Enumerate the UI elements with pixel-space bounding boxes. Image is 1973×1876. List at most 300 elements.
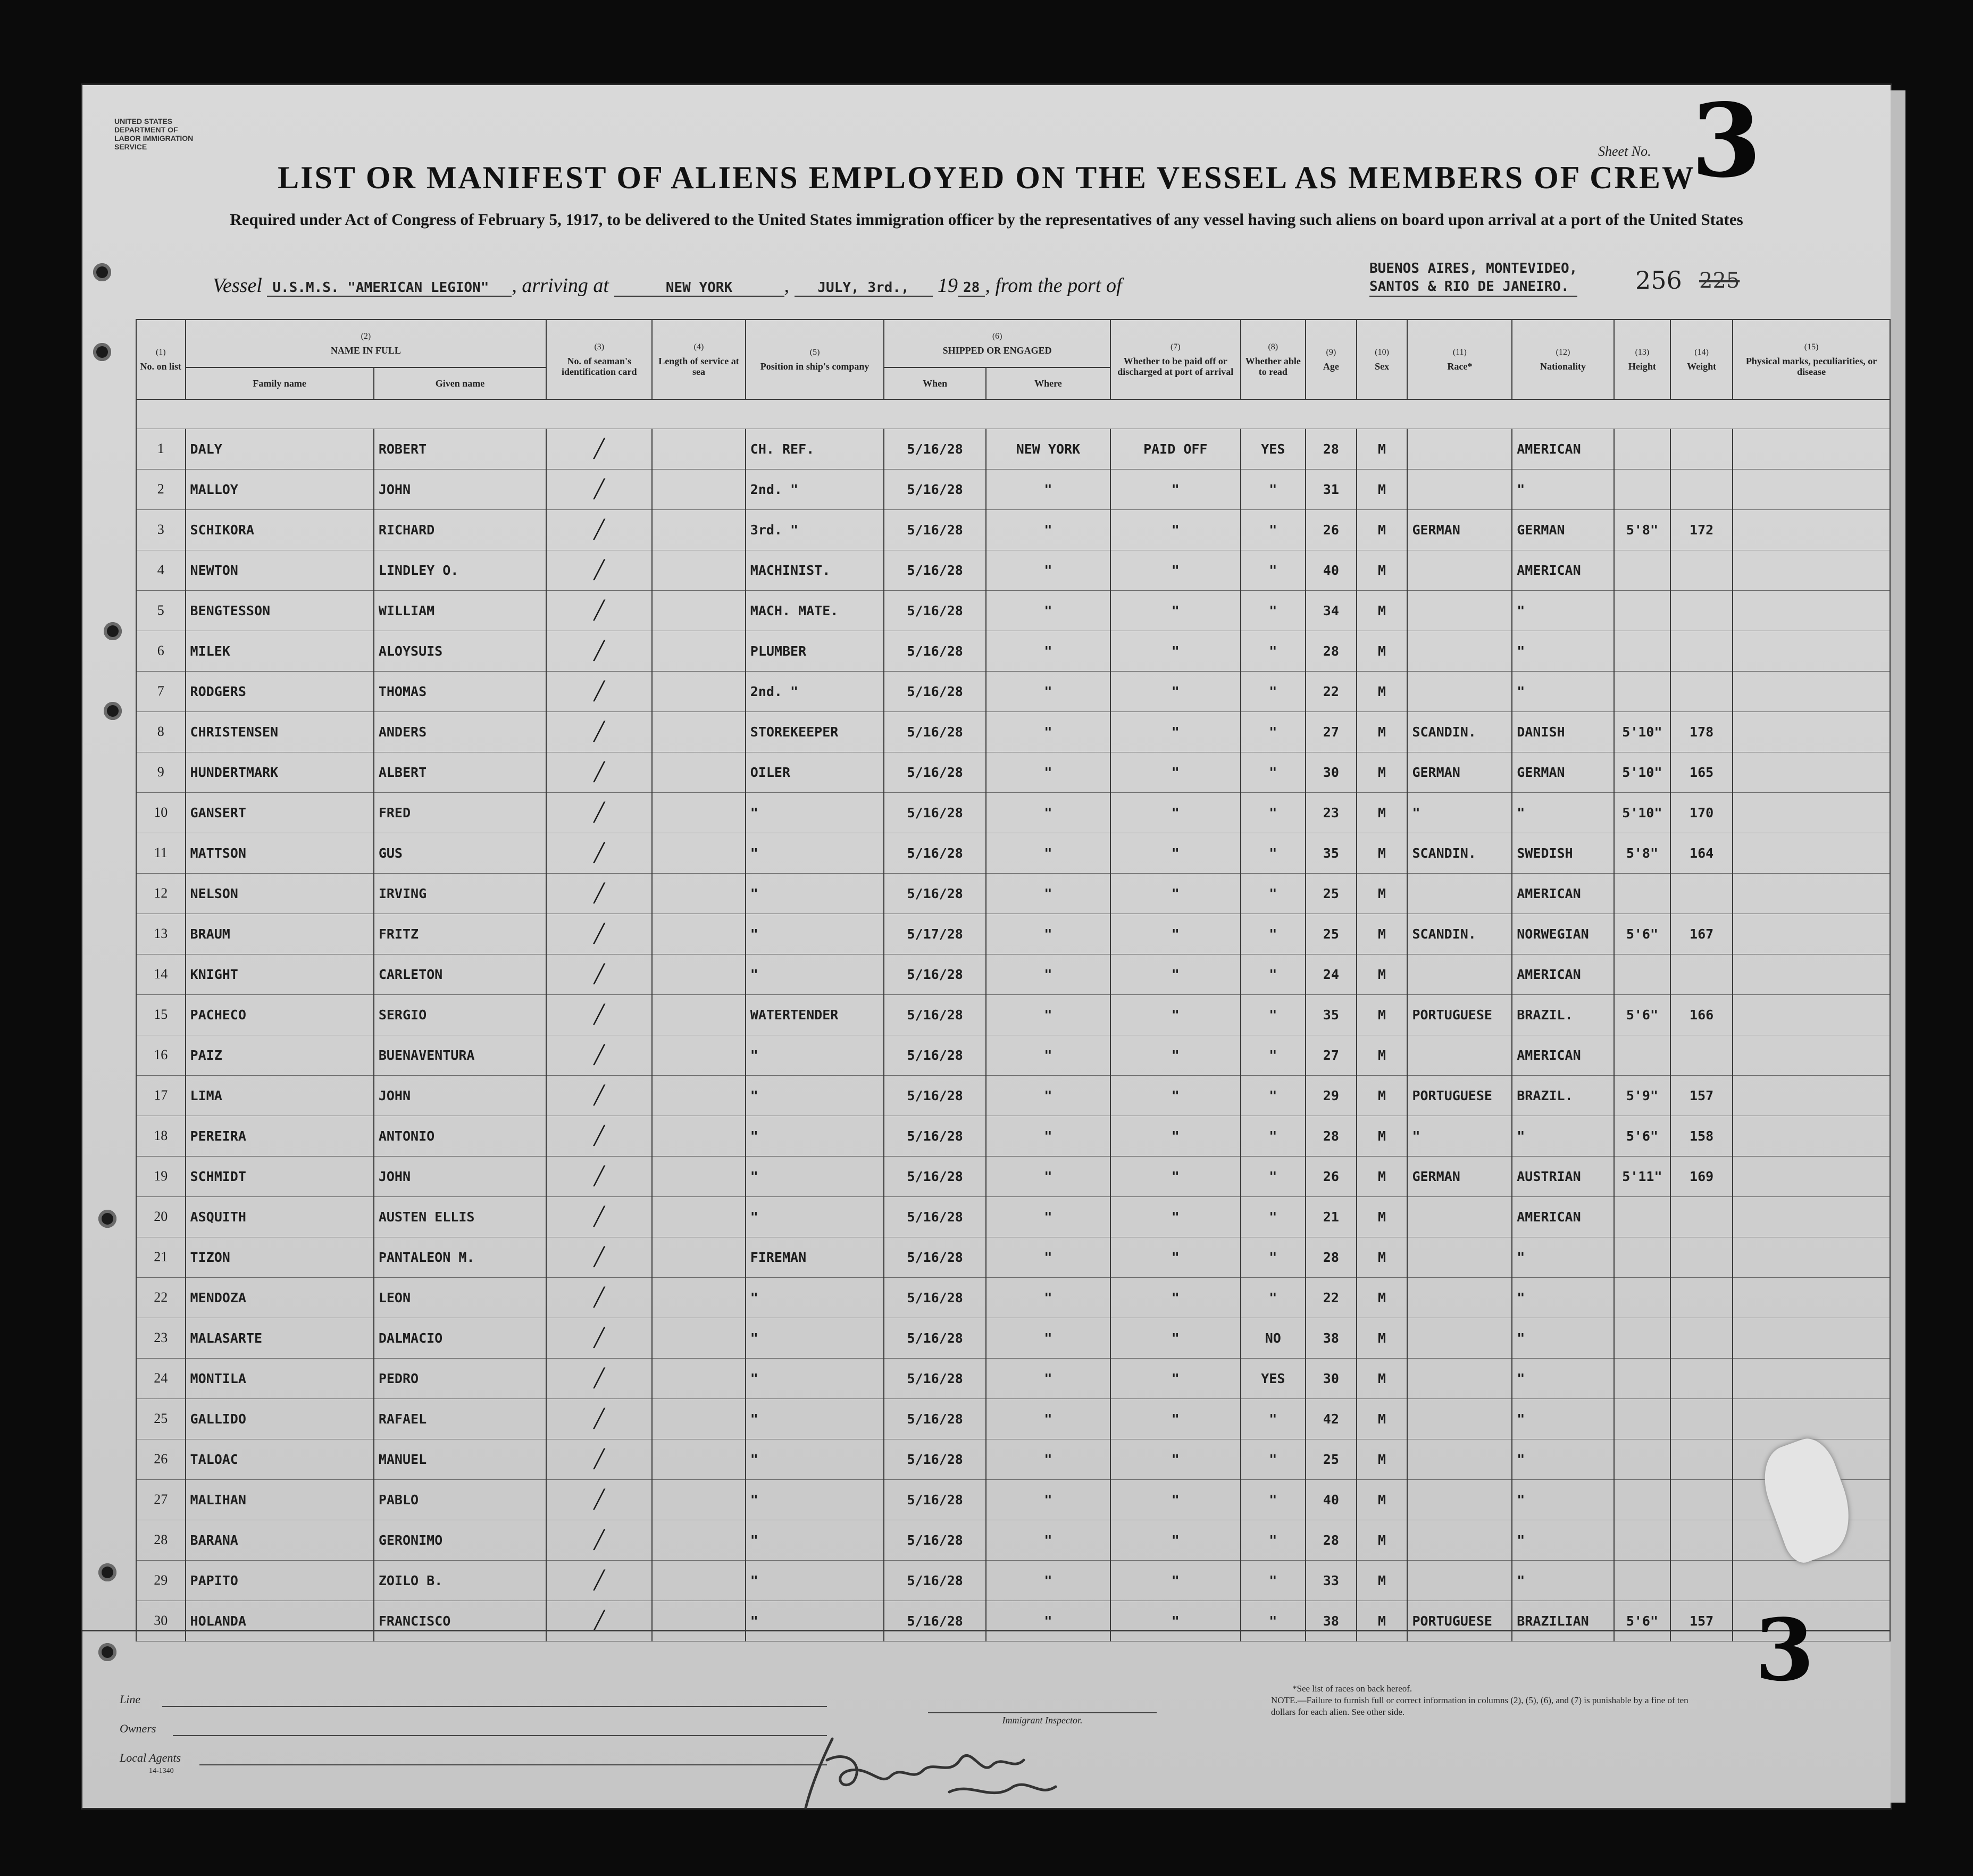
able-to-read-cell: " (1241, 914, 1306, 954)
sex-cell: M (1357, 914, 1408, 954)
nationality-cell: " (1512, 1560, 1613, 1601)
punch-hole (104, 702, 122, 720)
vessel-label: Vessel (213, 274, 262, 297)
sex-cell: M (1357, 429, 1408, 469)
family-name-cell: GANSERT (186, 792, 374, 833)
table-row (136, 590, 1890, 631)
family-name-cell: PAIZ (186, 1035, 374, 1075)
physical-marks-cell (1733, 914, 1890, 954)
weight-cell (1670, 1277, 1733, 1318)
col-no-header: (1) No. on list (136, 320, 186, 399)
shipped-when-cell: 5/16/28 (884, 671, 985, 711)
id-card-check-cell: ╱ (546, 914, 652, 954)
table-row (136, 469, 1890, 509)
position-cell: " (746, 1601, 884, 1641)
table-row (136, 792, 1890, 833)
table-row (136, 914, 1890, 954)
race-cell (1407, 873, 1512, 914)
shipped-where-cell: " (986, 550, 1110, 590)
paid-off-cell: " (1110, 1398, 1241, 1439)
height-cell (1614, 671, 1670, 711)
family-name-cell: MILEK (186, 631, 374, 671)
shipped-when-cell: 5/16/28 (884, 1237, 985, 1277)
able-to-read-cell: " (1241, 1479, 1306, 1520)
weight-cell: 170 (1670, 792, 1733, 833)
given-name-cell: AUSTEN ELLIS (374, 1196, 546, 1237)
col-when-header: When (884, 367, 985, 399)
sex-cell: M (1357, 1398, 1408, 1439)
family-name-cell: MALLOY (186, 469, 374, 509)
age-cell: 40 (1306, 550, 1357, 590)
race-cell (1407, 1318, 1512, 1358)
shipped-where-cell: " (986, 1237, 1110, 1277)
col-weight-header: (14) Weight (1670, 320, 1733, 399)
shipped-when-cell: 5/16/28 (884, 833, 985, 873)
able-to-read-cell: " (1241, 954, 1306, 994)
weight-cell (1670, 469, 1733, 509)
able-to-read-cell: " (1241, 1601, 1306, 1641)
height-cell: 5'11" (1614, 1156, 1670, 1196)
id-card-check-cell: ╱ (546, 671, 652, 711)
given-name-cell: ROBERT (374, 429, 546, 469)
family-name-cell: NELSON (186, 873, 374, 914)
row-number-cell: 4 (136, 550, 186, 590)
length-of-service-cell (652, 1318, 746, 1358)
given-name-cell: GERONIMO (374, 1520, 546, 1560)
family-name-cell: HOLANDA (186, 1601, 374, 1641)
length-of-service-cell (652, 1520, 746, 1560)
position-cell: MACH. MATE. (746, 590, 884, 631)
family-name-cell: PACHECO (186, 994, 374, 1035)
nationality-cell: AMERICAN (1512, 1196, 1613, 1237)
col-id-card-header: (3) No. of seaman's identification card (546, 320, 652, 399)
physical-marks-cell (1733, 631, 1890, 671)
race-note: *See list of races on back hereof. (1292, 1684, 1412, 1694)
id-card-check-cell: ╱ (546, 873, 652, 914)
given-name-cell: IRVING (374, 873, 546, 914)
given-name-cell: FRED (374, 792, 546, 833)
age-cell: 25 (1306, 873, 1357, 914)
family-name-cell: MENDOZA (186, 1277, 374, 1318)
row-number-cell: 22 (136, 1277, 186, 1318)
shipped-where-cell: " (986, 711, 1110, 752)
shipped-when-cell: 5/16/28 (884, 1196, 985, 1237)
col-height-header: (13) Height (1614, 320, 1670, 399)
table-row (136, 631, 1890, 671)
length-of-service-cell (652, 954, 746, 994)
arrival-year: 28 (958, 280, 985, 297)
given-name-cell: GUS (374, 833, 546, 873)
family-name-cell: BARANA (186, 1520, 374, 1560)
able-to-read-cell: " (1241, 711, 1306, 752)
position-cell: " (746, 954, 884, 994)
table-row (136, 1116, 1890, 1156)
table-row (136, 1560, 1890, 1601)
id-card-check-cell: ╱ (546, 833, 652, 873)
weight-cell (1670, 873, 1733, 914)
age-cell: 25 (1306, 914, 1357, 954)
shipped-where-cell: " (986, 1358, 1110, 1398)
physical-marks-cell (1733, 833, 1890, 873)
sex-cell: M (1357, 671, 1408, 711)
weight-cell: 178 (1670, 711, 1733, 752)
sex-cell: M (1357, 711, 1408, 752)
weight-cell: 165 (1670, 752, 1733, 792)
row-number-cell: 27 (136, 1479, 186, 1520)
shipped-where-cell: " (986, 1479, 1110, 1520)
family-name-cell: LIMA (186, 1075, 374, 1116)
table-row (136, 711, 1890, 752)
shipped-when-cell: 5/16/28 (884, 1035, 985, 1075)
height-cell (1614, 954, 1670, 994)
weight-cell: 164 (1670, 833, 1733, 873)
id-card-check-cell: ╱ (546, 1196, 652, 1237)
row-number-cell: 15 (136, 994, 186, 1035)
age-cell: 31 (1306, 469, 1357, 509)
race-cell (1407, 1479, 1512, 1520)
position-cell: " (746, 1035, 884, 1075)
length-of-service-cell (652, 1237, 746, 1277)
given-name-cell: DALMACIO (374, 1318, 546, 1358)
height-cell (1614, 631, 1670, 671)
paid-off-cell: " (1110, 833, 1241, 873)
shipped-where-cell: " (986, 1035, 1110, 1075)
paid-off-cell: " (1110, 1035, 1241, 1075)
sex-cell: M (1357, 1035, 1408, 1075)
id-card-check-cell: ╱ (546, 1398, 652, 1439)
shipped-when-cell: 5/16/28 (884, 873, 985, 914)
shipped-where-cell: " (986, 792, 1110, 833)
nationality-cell: AUSTRIAN (1512, 1156, 1613, 1196)
given-name-cell: ZOILO B. (374, 1560, 546, 1601)
paid-off-cell: " (1110, 590, 1241, 631)
height-cell: 5'10" (1614, 752, 1670, 792)
age-cell: 28 (1306, 631, 1357, 671)
id-card-check-cell: ╱ (546, 1277, 652, 1318)
row-number-cell: 29 (136, 1560, 186, 1601)
paid-off-cell: " (1110, 792, 1241, 833)
physical-marks-cell (1733, 671, 1890, 711)
age-cell: 27 (1306, 1035, 1357, 1075)
table-row (136, 1439, 1890, 1479)
sex-cell: M (1357, 1601, 1408, 1641)
height-cell (1614, 429, 1670, 469)
col-read-header: (8) Whether able to read (1241, 320, 1306, 399)
arrival-date: JULY, 3rd., (795, 280, 933, 297)
race-cell (1407, 469, 1512, 509)
id-card-check-cell: ╱ (546, 1156, 652, 1196)
length-of-service-cell (652, 1277, 746, 1318)
able-to-read-cell: " (1241, 1196, 1306, 1237)
table-row (136, 873, 1890, 914)
col-sex-header: (10) Sex (1357, 320, 1408, 399)
row-number-cell: 2 (136, 469, 186, 509)
given-name-cell: PABLO (374, 1479, 546, 1520)
paid-off-cell: " (1110, 1560, 1241, 1601)
physical-marks-cell (1733, 509, 1890, 550)
length-of-service-cell (652, 1560, 746, 1601)
length-of-service-cell (652, 429, 746, 469)
shipped-when-cell: 5/16/28 (884, 590, 985, 631)
shipped-where-cell: " (986, 873, 1110, 914)
physical-marks-cell (1733, 1318, 1890, 1358)
row-number-cell: 10 (136, 792, 186, 833)
length-of-service-cell (652, 469, 746, 509)
family-name-cell: MALASARTE (186, 1318, 374, 1358)
able-to-read-cell: " (1241, 550, 1306, 590)
able-to-read-cell: " (1241, 1075, 1306, 1116)
table-row (136, 1479, 1890, 1520)
nationality-cell: " (1512, 1439, 1613, 1479)
physical-marks-cell (1733, 1196, 1890, 1237)
paid-off-cell: " (1110, 1358, 1241, 1398)
paid-off-cell: " (1110, 1116, 1241, 1156)
length-of-service-cell (652, 1116, 746, 1156)
nationality-cell: " (1512, 671, 1613, 711)
sex-cell: M (1357, 1156, 1408, 1196)
nationality-cell: NORWEGIAN (1512, 914, 1613, 954)
length-of-service-cell (652, 1196, 746, 1237)
col-paid-header: (7) Whether to be paid off or discharged at port of arrival (1110, 320, 1241, 399)
sex-cell: M (1357, 1196, 1408, 1237)
nationality-cell: AMERICAN (1512, 873, 1613, 914)
nationality-cell: AMERICAN (1512, 1035, 1613, 1075)
height-cell: 5'6" (1614, 1116, 1670, 1156)
row-number-cell: 16 (136, 1035, 186, 1075)
sex-cell: M (1357, 994, 1408, 1035)
age-cell: 34 (1306, 590, 1357, 631)
length-of-service-cell (652, 1358, 746, 1398)
physical-marks-cell (1733, 873, 1890, 914)
race-cell: PORTUGUESE (1407, 1601, 1512, 1641)
shipped-when-cell: 5/16/28 (884, 1601, 985, 1641)
sex-cell: M (1357, 550, 1408, 590)
height-cell (1614, 873, 1670, 914)
position-cell: " (746, 1075, 884, 1116)
punch-hole (104, 622, 122, 640)
able-to-read-cell: " (1241, 833, 1306, 873)
paid-off-cell: " (1110, 873, 1241, 914)
sheet-edge (1891, 90, 1905, 1803)
able-to-read-cell: " (1241, 509, 1306, 550)
family-name-cell: MONTILA (186, 1358, 374, 1398)
weight-cell (1670, 1520, 1733, 1560)
family-name-cell: SCHMIDT (186, 1156, 374, 1196)
manifest-title: LIST OR MANIFEST OF ALIENS EMPLOYED ON THE VESSEL AS MEMBERS OF CREW (278, 160, 1695, 195)
col-name-header: (2) NAME IN FULL (186, 320, 547, 367)
weight-cell (1670, 590, 1733, 631)
shipped-where-cell: " (986, 1439, 1110, 1479)
shipped-where-cell: " (986, 1318, 1110, 1358)
family-name-cell: CHRISTENSEN (186, 711, 374, 752)
able-to-read-cell: " (1241, 1035, 1306, 1075)
nationality-cell: BRAZIL. (1512, 994, 1613, 1035)
id-card-check-cell: ╱ (546, 954, 652, 994)
sex-cell: M (1357, 1116, 1408, 1156)
agents-label: Local Agents (120, 1751, 181, 1764)
height-cell (1614, 1035, 1670, 1075)
position-cell: 3rd. " (746, 509, 884, 550)
table-row (136, 429, 1890, 469)
vessel-line: Vessel U.S.M.S. "AMERICAN LEGION" , arriving at NEW YORK , JULY, 3rd., 19 28 , from the port of (213, 274, 1122, 297)
id-card-check-cell: ╱ (546, 1439, 652, 1479)
departure-ports-line2: SANTOS & RIO DE JANEIRO. (1369, 278, 1577, 297)
row-number-cell: 18 (136, 1116, 186, 1156)
shipped-where-cell: " (986, 631, 1110, 671)
race-cell (1407, 550, 1512, 590)
shipped-where-cell: " (986, 1277, 1110, 1318)
position-cell: " (746, 1520, 884, 1560)
sex-cell: M (1357, 509, 1408, 550)
shipped-where-cell: " (986, 954, 1110, 994)
sex-cell: M (1357, 873, 1408, 914)
physical-marks-cell (1733, 711, 1890, 752)
id-card-check-cell: ╱ (546, 792, 652, 833)
family-name-cell: RODGERS (186, 671, 374, 711)
shipped-when-cell: 5/16/28 (884, 1560, 985, 1601)
nationality-cell: DANISH (1512, 711, 1613, 752)
shipped-when-cell: 5/16/28 (884, 509, 985, 550)
position-cell: " (746, 1398, 884, 1439)
col-given-name-header: Given name (374, 367, 546, 399)
col-family-name-header: Family name (186, 367, 374, 399)
height-cell (1614, 1358, 1670, 1398)
weight-cell (1670, 1237, 1733, 1277)
id-card-check-cell: ╱ (546, 1560, 652, 1601)
height-cell: 5'10" (1614, 711, 1670, 752)
race-cell: " (1407, 792, 1512, 833)
length-of-service-cell (652, 509, 746, 550)
given-name-cell: MANUEL (374, 1439, 546, 1479)
given-name-cell: THOMAS (374, 671, 546, 711)
length-of-service-cell (652, 1075, 746, 1116)
position-cell: " (746, 1196, 884, 1237)
race-cell: GERMAN (1407, 509, 1512, 550)
id-card-check-cell: ╱ (546, 1520, 652, 1560)
table-row (136, 954, 1890, 994)
able-to-read-cell: " (1241, 752, 1306, 792)
weight-cell (1670, 429, 1733, 469)
family-name-cell: TALOAC (186, 1439, 374, 1479)
shipped-when-cell: 5/16/28 (884, 752, 985, 792)
able-to-read-cell: YES (1241, 429, 1306, 469)
physical-marks-cell (1733, 550, 1890, 590)
col-nationality-header: (12) Nationality (1512, 320, 1613, 399)
nationality-cell: BRAZIL. (1512, 1075, 1613, 1116)
weight-cell (1670, 1398, 1733, 1439)
race-cell (1407, 1237, 1512, 1277)
table-row (136, 1520, 1890, 1560)
family-name-cell: BENGTESSON (186, 590, 374, 631)
race-cell (1407, 1560, 1512, 1601)
nationality-cell: " (1512, 1237, 1613, 1277)
table-row (136, 752, 1890, 792)
sex-cell: M (1357, 833, 1408, 873)
weight-cell (1670, 1358, 1733, 1398)
sex-cell: M (1357, 469, 1408, 509)
family-name-cell: GALLIDO (186, 1398, 374, 1439)
footer-notes (1271, 1683, 1707, 1718)
length-of-service-cell (652, 873, 746, 914)
able-to-read-cell: " (1241, 469, 1306, 509)
race-cell: SCANDIN. (1407, 914, 1512, 954)
row-number-cell: 23 (136, 1318, 186, 1358)
owners-label: Owners (120, 1722, 156, 1735)
id-card-check-cell: ╱ (546, 469, 652, 509)
sex-cell: M (1357, 1439, 1408, 1479)
given-name-cell: ANTONIO (374, 1116, 546, 1156)
shipped-when-cell: 5/16/28 (884, 1520, 985, 1560)
departure-ports-line1: BUENOS AIRES, MONTEVIDEO, (1369, 261, 1578, 277)
age-cell: 27 (1306, 711, 1357, 752)
id-card-check-cell: ╱ (546, 1237, 652, 1277)
given-name-cell: LINDLEY O. (374, 550, 546, 590)
age-cell: 35 (1306, 833, 1357, 873)
table-row (136, 994, 1890, 1035)
shipped-when-cell: 5/16/28 (884, 1358, 985, 1398)
age-cell: 28 (1306, 429, 1357, 469)
nationality-cell: " (1512, 590, 1613, 631)
able-to-read-cell: " (1241, 671, 1306, 711)
col-race-header: (11) Race* (1407, 320, 1512, 399)
age-cell: 38 (1306, 1318, 1357, 1358)
age-cell: 24 (1306, 954, 1357, 994)
shipped-when-cell: 5/16/28 (884, 1277, 985, 1318)
col-service-header: (4) Length of service at sea (652, 320, 746, 399)
shipped-when-cell: 5/16/28 (884, 792, 985, 833)
paid-off-cell: " (1110, 550, 1241, 590)
age-cell: 35 (1306, 994, 1357, 1035)
nationality-cell: " (1512, 792, 1613, 833)
arriving-label: arriving at (522, 274, 609, 297)
sheet-no-label: Sheet No. (1598, 144, 1651, 159)
weight-cell (1670, 671, 1733, 711)
position-cell: MACHINIST. (746, 550, 884, 590)
height-cell (1614, 1196, 1670, 1237)
table-row (136, 1398, 1890, 1439)
height-cell (1614, 1560, 1670, 1601)
physical-marks-cell (1733, 1560, 1890, 1601)
position-cell: " (746, 873, 884, 914)
table-row (136, 1156, 1890, 1196)
age-cell: 30 (1306, 752, 1357, 792)
length-of-service-cell (652, 1479, 746, 1520)
length-of-service-cell (652, 1398, 746, 1439)
height-cell (1614, 1479, 1670, 1520)
shipped-where-cell: " (986, 469, 1110, 509)
table-row (136, 1075, 1890, 1116)
able-to-read-cell: " (1241, 1439, 1306, 1479)
line-label: Line (120, 1693, 141, 1706)
family-name-cell: NEWTON (186, 550, 374, 590)
physical-marks-cell (1733, 1116, 1890, 1156)
row-number-cell: 9 (136, 752, 186, 792)
age-cell: 40 (1306, 1479, 1357, 1520)
id-card-check-cell: ╱ (546, 1601, 652, 1641)
given-name-cell: ALBERT (374, 752, 546, 792)
given-name-cell: FRANCISCO (374, 1601, 546, 1641)
col-position-header: (5) Position in ship's company (746, 320, 884, 399)
arriving-port: NEW YORK (614, 280, 784, 297)
id-card-check-cell: ╱ (546, 550, 652, 590)
family-name-cell: BRAUM (186, 914, 374, 954)
weight-cell (1670, 631, 1733, 671)
nationality-cell: " (1512, 1398, 1613, 1439)
shipped-when-cell: 5/16/28 (884, 550, 985, 590)
row-number-cell: 3 (136, 509, 186, 550)
id-card-check-cell: ╱ (546, 1116, 652, 1156)
height-cell (1614, 1277, 1670, 1318)
